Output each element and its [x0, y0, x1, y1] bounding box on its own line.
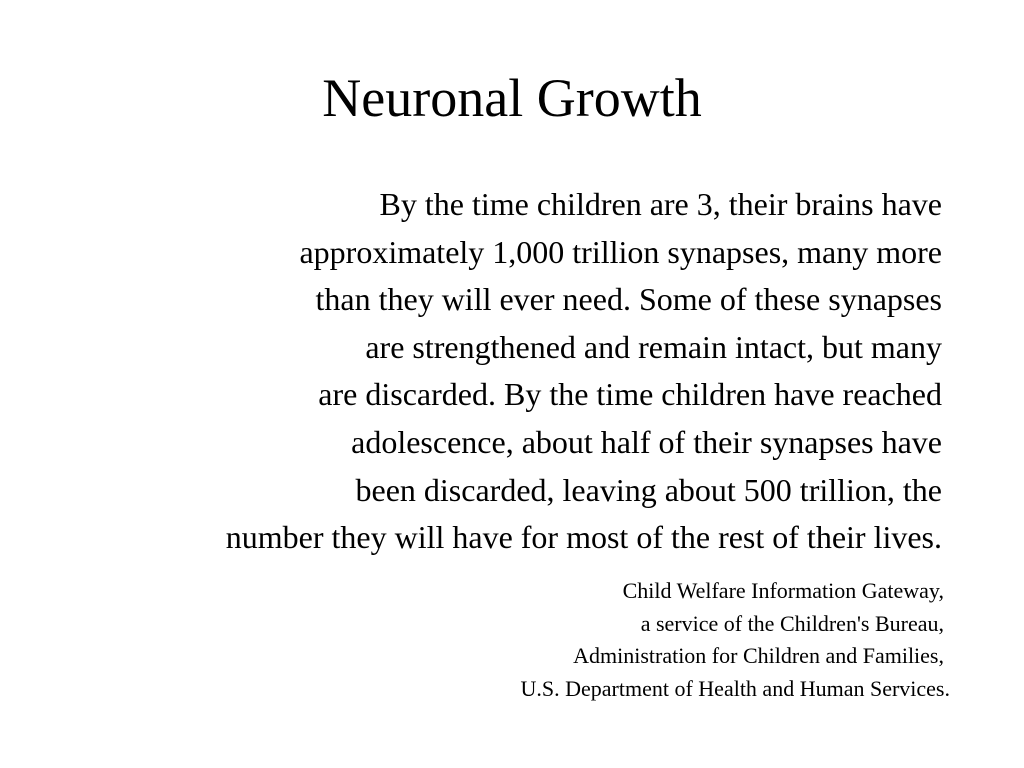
- citation-line: a service of the Children's Bureau,: [640, 610, 944, 636]
- body-line: adolescence, about half of their synapses have: [351, 423, 942, 460]
- body-line: By the time children are 3, their brains have: [379, 186, 942, 222]
- citation-line: U.S. Department of Health and Human Services.: [520, 675, 950, 701]
- body-paragraph: [22, 181, 942, 562]
- body-line: been discarded, leaving about 500 trillion, the: [355, 471, 942, 508]
- source-citation: [250, 575, 950, 705]
- body-line: are discarded. By the time children have reached: [318, 376, 942, 413]
- citation-line: Administration for Children and Families,: [573, 643, 944, 668]
- body-line: number they will have for most of the rest of their lives.: [225, 519, 942, 556]
- citation-line: Child Welfare Information Gateway,: [622, 578, 944, 603]
- body-line: are strengthened and remain intact, but many: [365, 328, 942, 365]
- slide-title: Neuronal Growth: [322, 68, 702, 128]
- body-line: approximately 1,000 trillion synapses, many more: [299, 233, 942, 270]
- body-line: than they will ever need. Some of these synapses: [315, 281, 942, 318]
